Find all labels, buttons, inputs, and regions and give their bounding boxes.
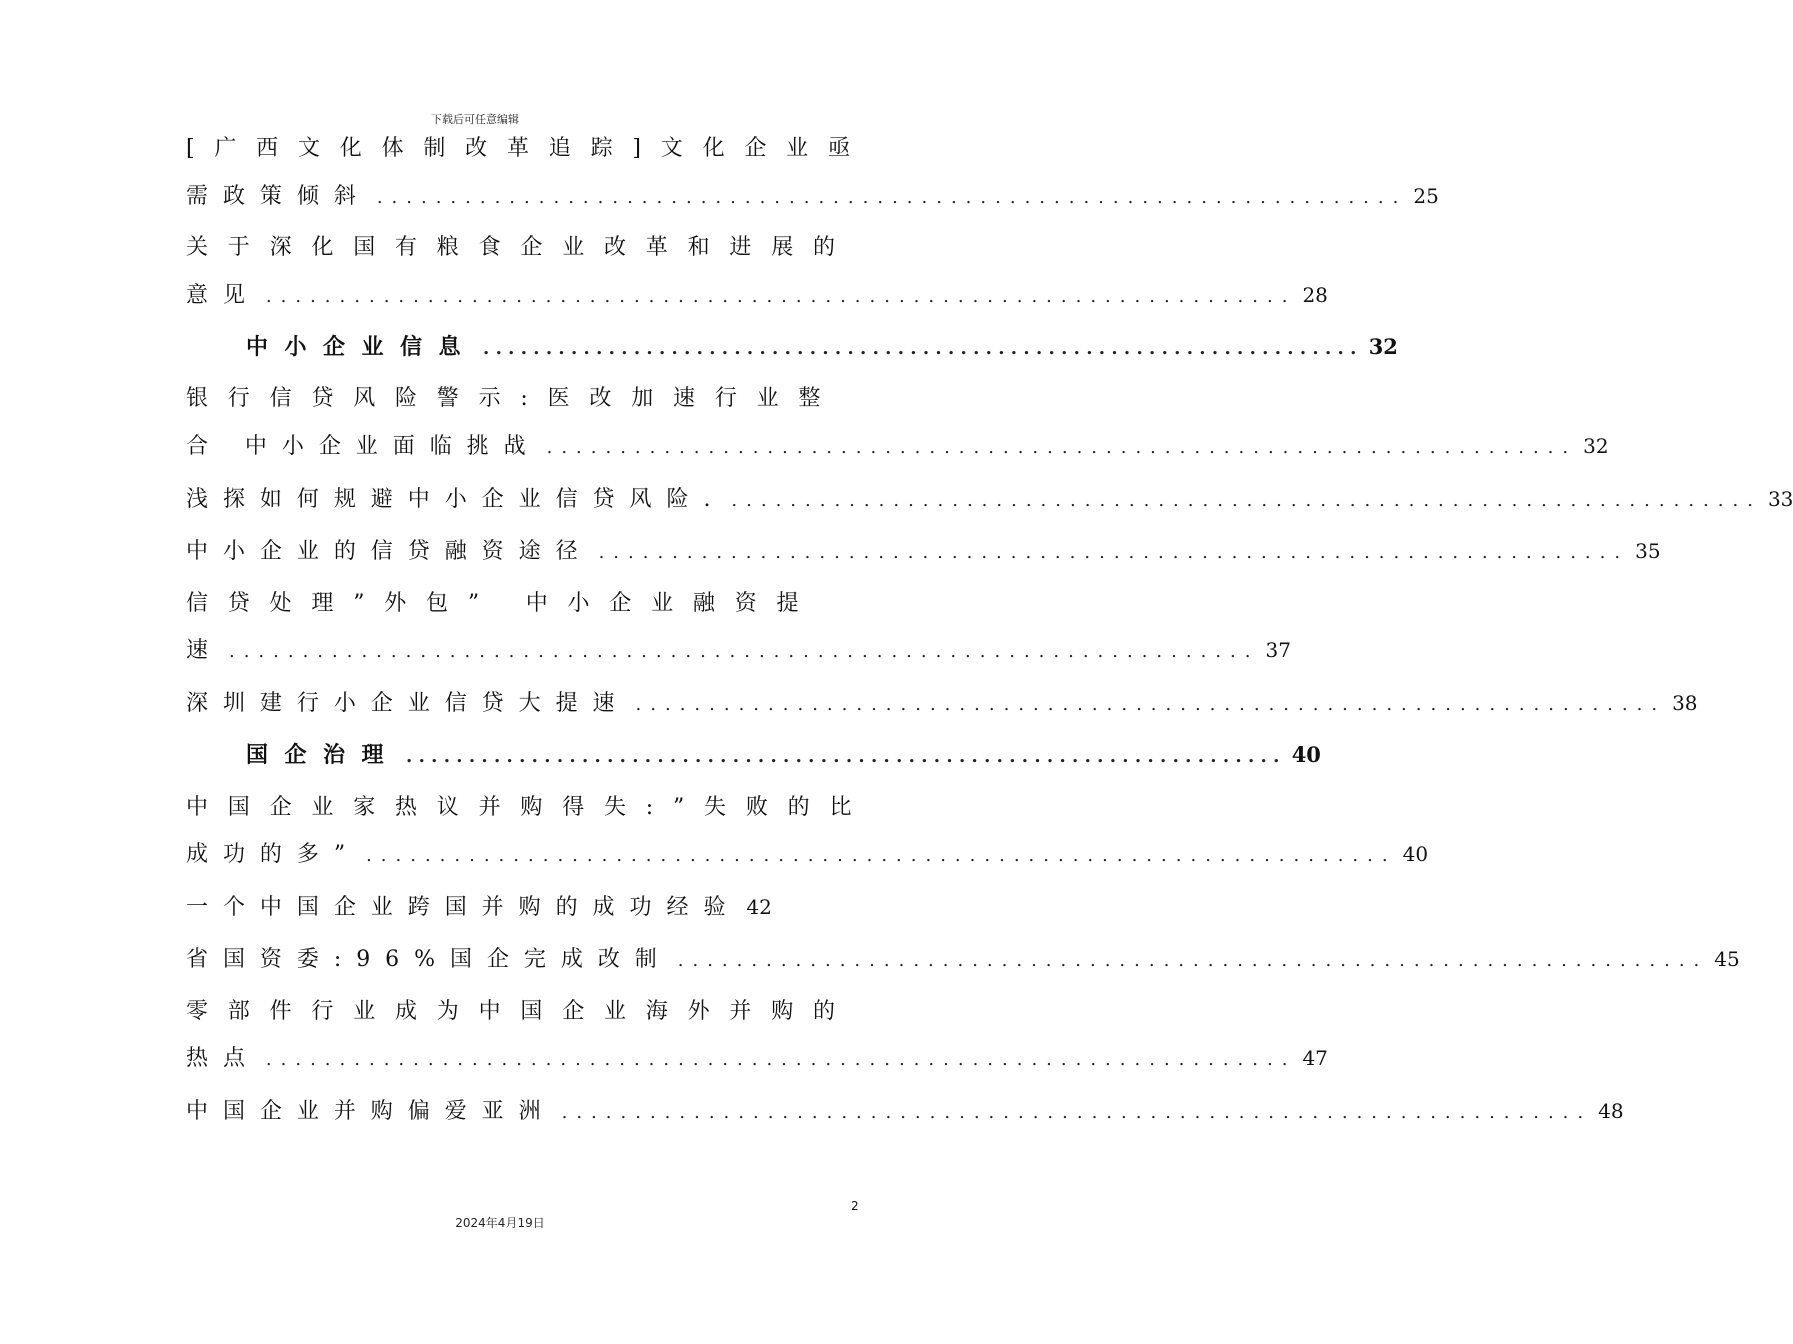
toc-entry-line2[interactable]: 速 ...................................................................... 37 [186,635,818,665]
toc-page-number: 40 [1291,742,1321,767]
toc-page-number: 32 [1368,334,1398,359]
toc-entry[interactable]: 深圳建行小企业信贷大提速 ...................................................................... 38 [186,688,818,718]
toc-entry[interactable]: 中国企业并购偏爱亚洲 ...................................................................... 48 [186,1096,818,1126]
toc-page-number: 33 [1767,487,1793,511]
toc-page-number: 38 [1672,691,1698,715]
header-note: 下载后可任意编辑 [431,113,519,126]
toc-entry-line1[interactable]: [广西文化体制改革追踪]文化企业亟 [186,136,870,161]
toc-entry-line1[interactable]: 零部件行业成为中国企业海外并购的 [186,999,855,1024]
toc-page-number: 47 [1302,1046,1328,1070]
toc-page-number: 40 [1402,842,1429,866]
toc-entry-line1[interactable]: 中国企业家热议并购得失:”失败的比 [186,795,872,820]
toc-entry-line2[interactable]: 成功的多” ...................................................................... 40 [186,839,818,869]
footer-date: 2024年4月19日 [455,1216,545,1230]
toc-entry-line2[interactable]: 热点 ...................................................................... 47 [186,1043,818,1073]
toc-entry-line1[interactable]: 关于深化国有粮食企业改革和进展的 [186,235,855,260]
toc-page-number: 32 [1583,434,1609,458]
toc-entry[interactable]: 一个中国企业跨国并购的成功经验 42 [186,892,836,922]
toc-entry-line1[interactable]: 信贷处理”外包” 中小企业融资提 [186,591,819,616]
toc-entry[interactable]: 省国资委:96%国企完成改制 ...................................................................... 45 [186,944,818,974]
toc-page-number: 45 [1714,947,1740,971]
toc-entry-line1[interactable]: 银行信贷风险警示:医改加速行业整 [186,386,841,411]
toc-entry[interactable]: 中小企业的信贷融资途径 ...................................................................... 35 [186,536,818,566]
toc-entry-line2[interactable]: 合 中小企业面临挑战 ...................................................................... 32 [186,431,818,461]
toc-page-number: 42 [746,895,772,919]
toc-page-number: 37 [1265,638,1291,662]
toc-entry-line2[interactable]: 需政策倾斜 ...................................................................... 25 [186,181,818,211]
toc-entry-line2[interactable]: 意见 ...................................................................... 28 [186,280,818,310]
page-number: 2 [851,1199,859,1213]
toc-page-number: 25 [1413,184,1439,208]
toc-section-heading[interactable]: 中小企业信息 ...................................................................... 32 [246,331,836,363]
toc-page-number: 28 [1302,283,1328,307]
toc-entry[interactable]: 浅探如何规避中小企业信贷风险. ...................................................................... 33 [186,484,818,514]
toc-section-heading[interactable]: 国企治理 ...................................................................... 40 [246,739,836,771]
toc-page-number: 48 [1598,1099,1624,1123]
toc-page-number: 35 [1635,539,1661,563]
